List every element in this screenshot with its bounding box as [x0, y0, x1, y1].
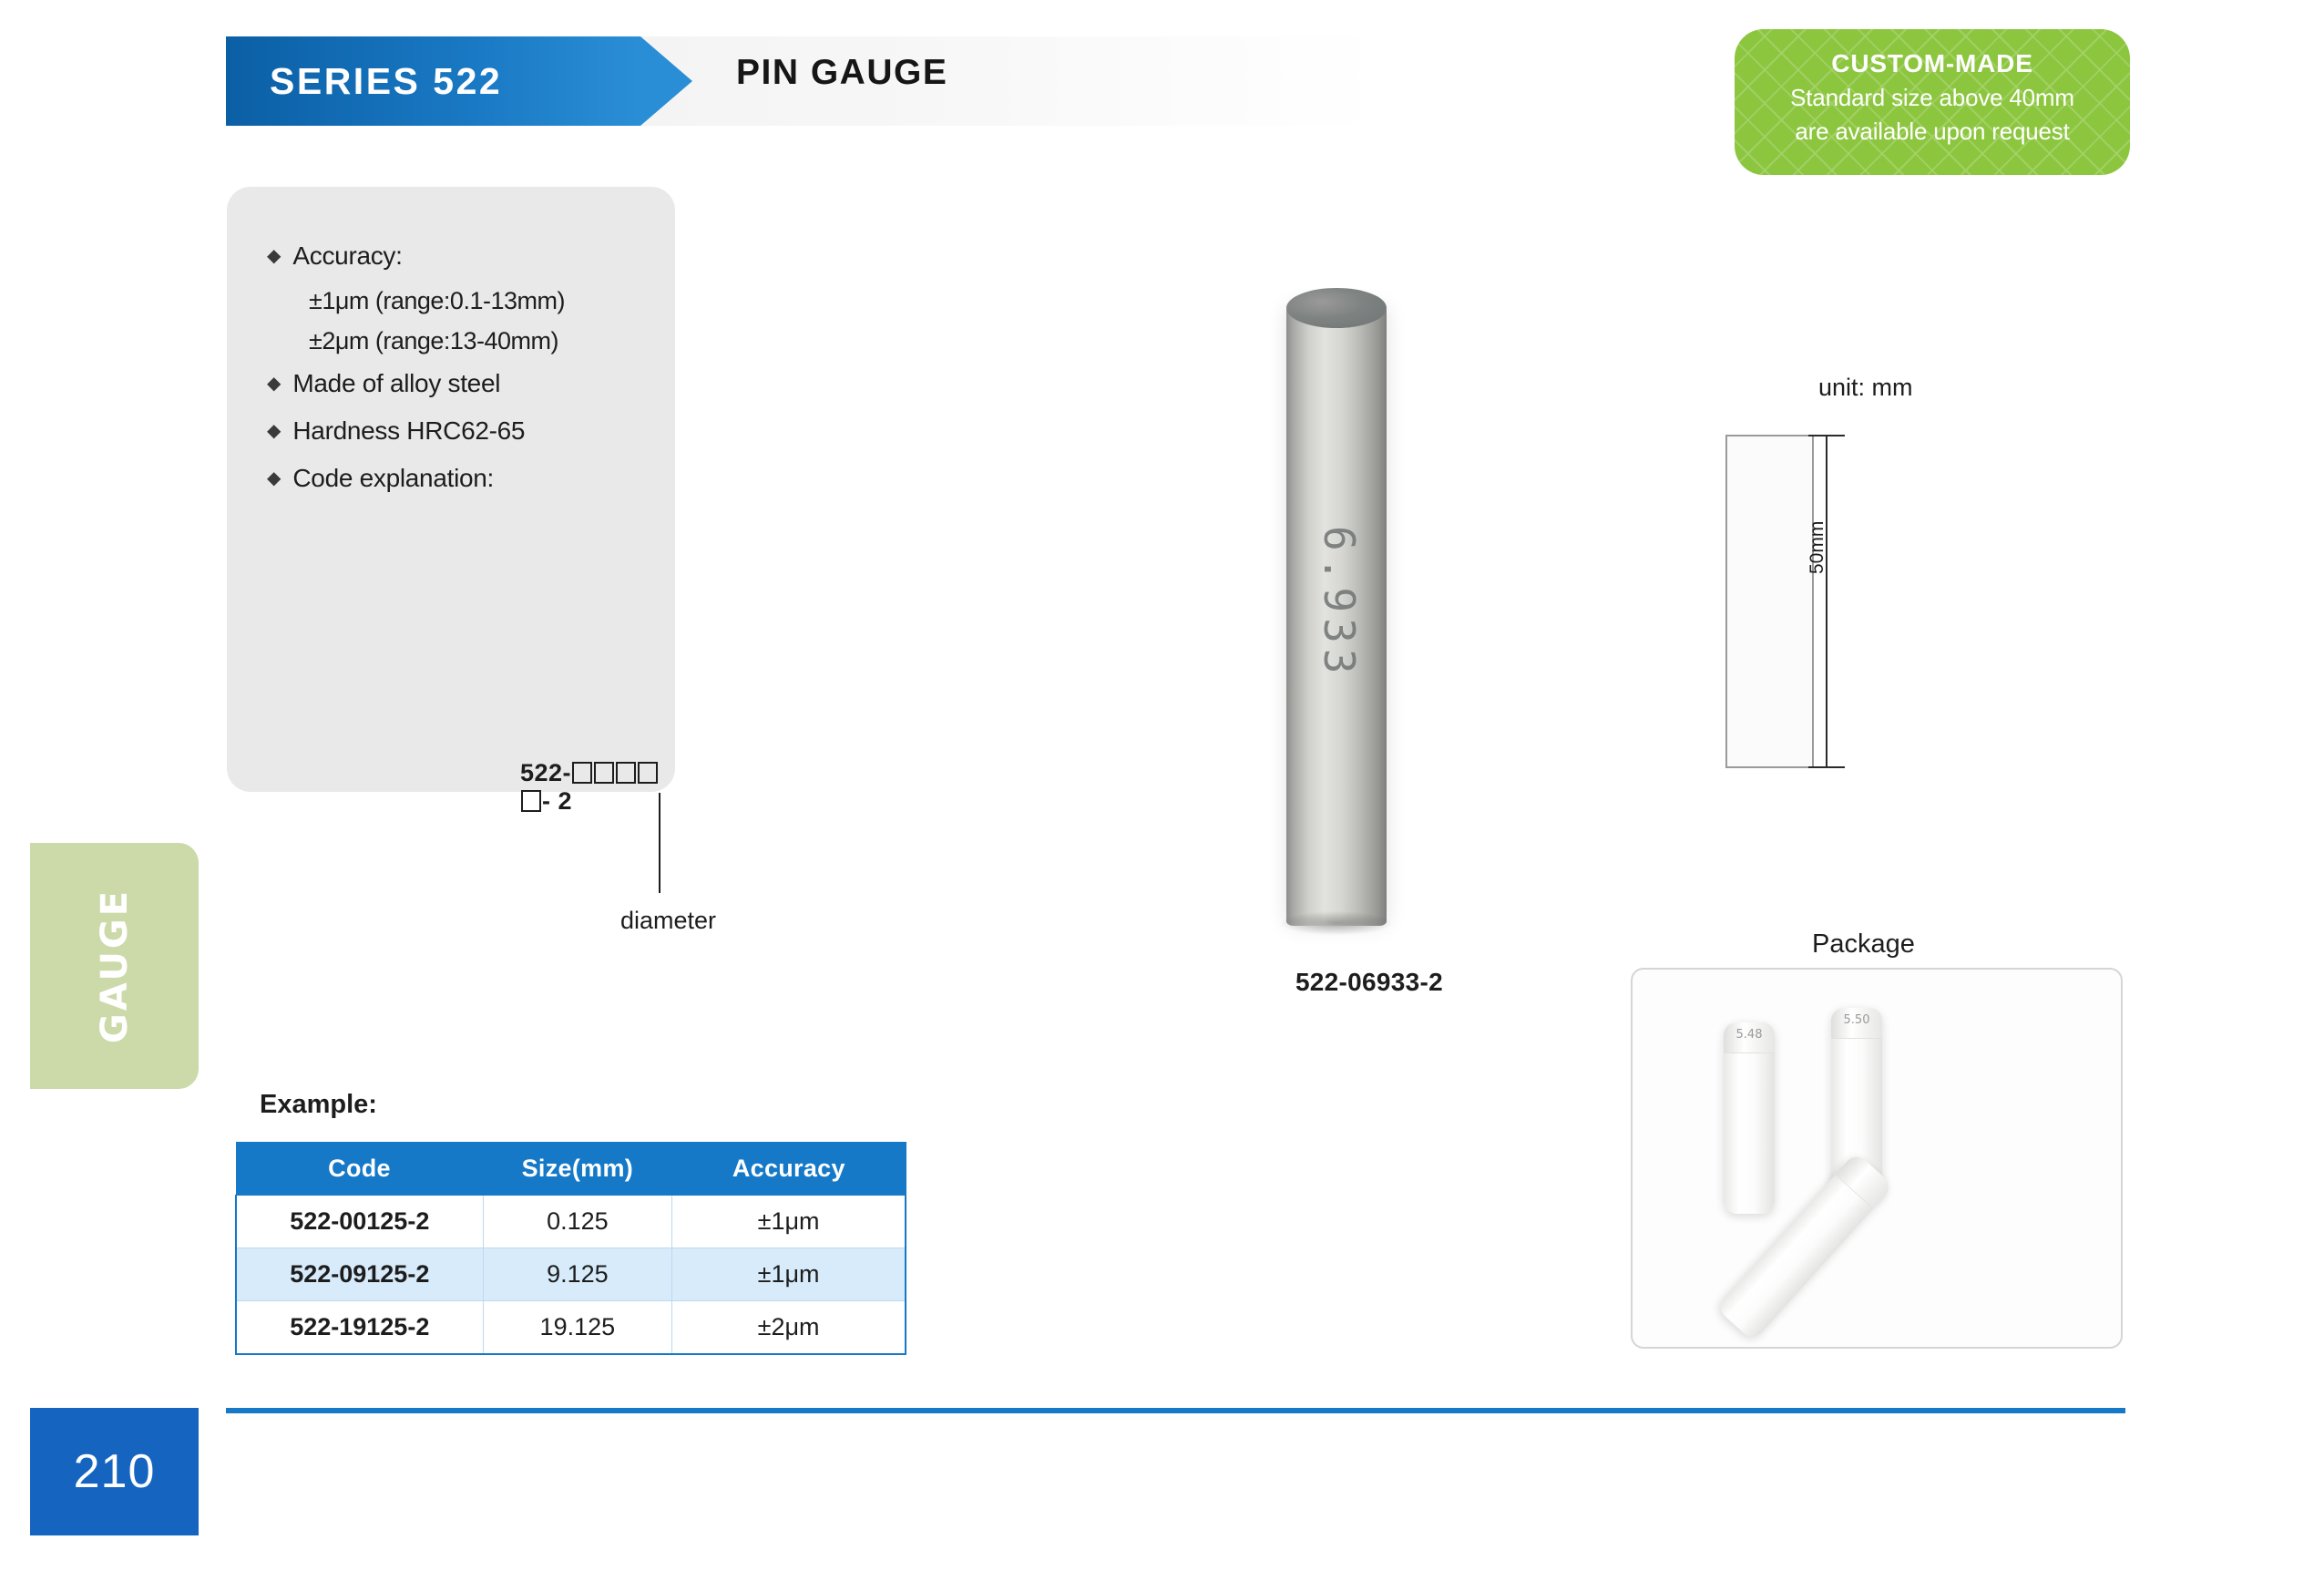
badge-line-2: are available upon request — [1795, 118, 2070, 145]
package-pin-label: 5.50 — [1843, 1013, 1870, 1027]
page-number: 210 — [73, 1445, 156, 1498]
code-explanation-diagram — [520, 759, 675, 816]
specifications-card — [227, 187, 717, 934]
code-leader-line — [659, 793, 660, 893]
dimension-line — [1826, 435, 1827, 768]
code-digit-box — [638, 762, 658, 784]
pin-gauge-photo — [1275, 273, 1458, 929]
series-tag — [226, 36, 640, 126]
spec-accuracy-line-2: ±2μm (range:13-40mm) — [309, 327, 558, 354]
cell-size: 9.125 — [483, 1248, 672, 1301]
spec-accuracy-line-1: ±1μm (range:0.1-13mm) — [309, 287, 565, 314]
specifications-list — [267, 240, 650, 509]
table-row — [236, 1301, 906, 1354]
dimension-label: 50mm — [1807, 520, 1827, 574]
package-pin-cap — [1724, 1022, 1775, 1053]
code-prefix: 522- — [520, 759, 572, 786]
spec-item-hardness — [267, 415, 650, 447]
code-digit-box — [521, 790, 541, 812]
product-code: 522-06933-2 — [1295, 968, 1444, 996]
code-suffix: - 2 — [542, 787, 573, 815]
column-header-accuracy: Accuracy — [672, 1143, 906, 1196]
pin-shadow — [1281, 911, 1392, 935]
pin-engraved-size: 6.933 — [1315, 526, 1364, 680]
unit-label: unit: mm — [1818, 374, 1913, 401]
spec-item-material — [267, 367, 650, 400]
series-label: SERIES 522 — [270, 59, 503, 102]
diamond-bullet-icon: ◆ — [267, 374, 282, 394]
package-pin-cap — [1831, 1008, 1882, 1039]
badge-title: CUSTOM-MADE — [1831, 49, 2033, 77]
spec-label: Accuracy: — [292, 241, 403, 270]
cell-code: 522-00125-2 — [236, 1196, 483, 1248]
dimension-cap-bottom — [1808, 766, 1845, 768]
package-title: Package — [1812, 929, 1915, 959]
page-number-box — [30, 1408, 199, 1535]
spec-label: Code explanation: — [292, 464, 495, 492]
table-row — [236, 1196, 906, 1248]
package-pin-1 — [1724, 1022, 1775, 1214]
package-pin-label: 5.48 — [1735, 1028, 1763, 1042]
page-title: PIN GAUGE — [736, 53, 948, 92]
custom-made-badge — [1735, 29, 2130, 175]
column-header-code: Code — [236, 1143, 483, 1196]
spec-item-code-explanation — [267, 462, 650, 495]
side-tab-label: GAUGE — [93, 888, 136, 1044]
code-digit-box — [572, 762, 592, 784]
code-digit-box — [616, 762, 636, 784]
spec-label: Made of alloy steel — [292, 369, 501, 397]
spec-label: Hardness HRC62-65 — [292, 416, 526, 445]
side-tab-gauge — [30, 843, 199, 1089]
cell-accuracy: ±1μm — [672, 1196, 906, 1248]
series-arrow-icon — [640, 36, 692, 126]
table-row — [236, 1248, 906, 1301]
table-header-row — [236, 1143, 906, 1196]
package-case-drawing — [1725, 435, 1814, 768]
example-label: Example: — [260, 1090, 377, 1119]
diamond-bullet-icon: ◆ — [267, 421, 282, 441]
pin-top-face — [1286, 288, 1387, 328]
spec-item-accuracy — [267, 240, 650, 272]
package-photo — [1631, 968, 2123, 1349]
cell-accuracy: ±2μm — [672, 1301, 906, 1354]
diamond-bullet-icon: ◆ — [267, 468, 282, 488]
cell-size: 0.125 — [483, 1196, 672, 1248]
cell-size: 19.125 — [483, 1301, 672, 1354]
column-header-size: Size(mm) — [483, 1143, 672, 1196]
footer-rule — [226, 1408, 2125, 1413]
badge-line-1: Standard size above 40mm — [1790, 84, 2074, 111]
diamond-bullet-icon: ◆ — [267, 246, 282, 266]
code-caption: diameter — [620, 907, 717, 934]
cell-code: 522-09125-2 — [236, 1248, 483, 1301]
example-table — [235, 1142, 906, 1355]
cell-code: 522-19125-2 — [236, 1301, 483, 1354]
cell-accuracy: ±1μm — [672, 1248, 906, 1301]
code-digit-box — [594, 762, 614, 784]
